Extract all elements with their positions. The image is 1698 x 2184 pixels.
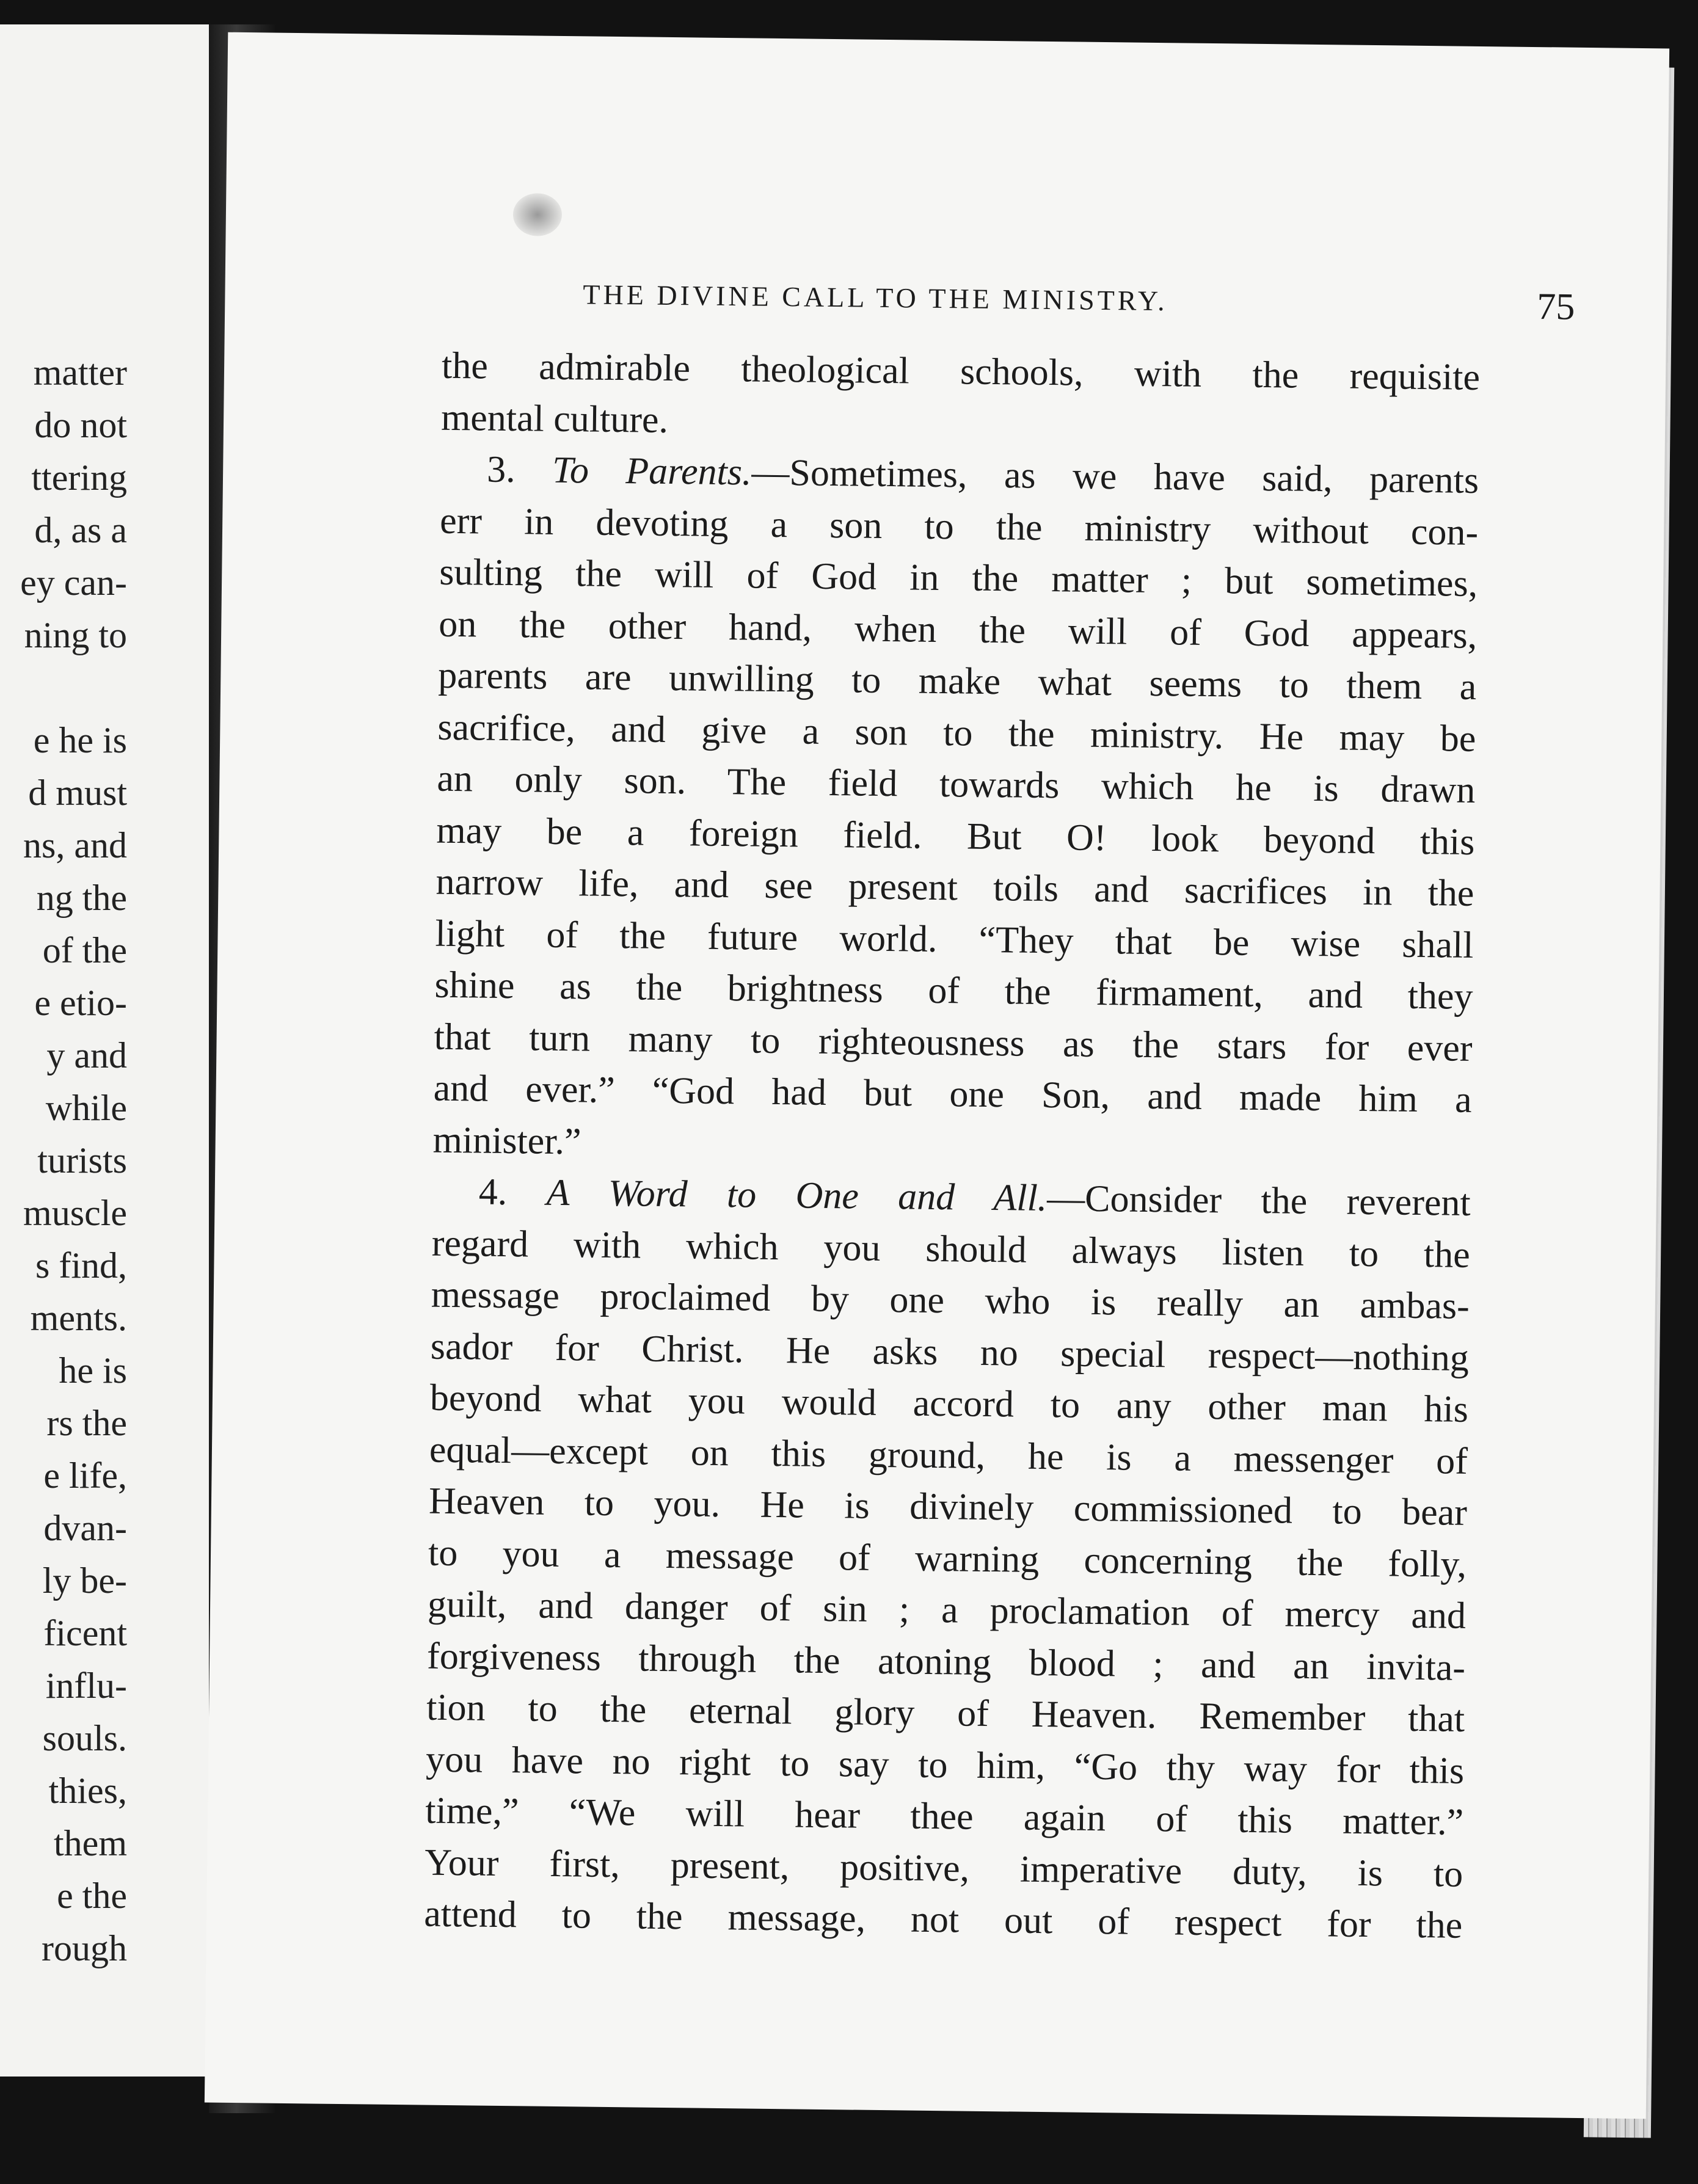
paragraph-number: 4. <box>478 1171 508 1214</box>
text-line: to you a message of warning concerning the folly, <box>428 1532 1467 1585</box>
left-line: e he is <box>33 720 127 760</box>
text-line: message proclaimed by one who is really an ambas- <box>431 1273 1470 1327</box>
left-line: dvan- <box>43 1508 127 1548</box>
paragraph-number: 3. <box>486 448 516 491</box>
text-line: and ever.” “God had but one Son, and made him a <box>433 1067 1472 1121</box>
ink-smudge <box>513 193 563 236</box>
left-line: muscle <box>23 1193 127 1233</box>
left-line: e etio- <box>34 983 127 1023</box>
text-line: minister.” <box>432 1119 581 1162</box>
text-line: tion to the eternal glory of Heaven. Remember that <box>426 1686 1465 1740</box>
text-run: —Consider the reverent <box>1046 1178 1471 1224</box>
text-run: —Sometimes, as we have said, parents <box>751 451 1479 501</box>
left-line: e life, <box>43 1455 127 1496</box>
text-line: narrow life, and see present toils and sacrifices in the <box>435 861 1474 914</box>
text-line: may be a foreign field. But O! look beyond this <box>436 809 1475 863</box>
left-line: of the <box>42 930 127 970</box>
left-line: rs the <box>46 1403 127 1443</box>
left-line: d must <box>28 773 127 813</box>
left-line: matter <box>33 352 127 393</box>
text-line: equal—except on this ground, he is a messenger of <box>429 1429 1468 1482</box>
section-heading: A Word to One and All. <box>546 1171 1048 1220</box>
text-line: err in devoting a son to the ministry without con- <box>439 500 1479 553</box>
right-page <box>205 32 1669 2119</box>
text-line: Your first, present, positive, imperative duty, is to <box>424 1841 1463 1895</box>
left-line: s find, <box>35 1245 127 1286</box>
text-line: Heaven to you. He is divinely commissioned to bear <box>428 1480 1468 1534</box>
text-line: an only son. The field towards which he is drawn <box>437 757 1476 811</box>
left-line: ttering <box>31 457 127 498</box>
left-line: ning to <box>24 615 127 655</box>
body-text <box>424 340 1481 1952</box>
left-line: ng the <box>36 878 127 918</box>
left-line: rough <box>42 1928 127 1968</box>
left-line: while <box>45 1088 127 1128</box>
text-line: guilt, and danger of sin ; a proclamation of mercy and <box>427 1583 1467 1637</box>
left-line: them <box>54 1823 127 1863</box>
text-line: time,” “We will hear thee again of this matter.” <box>424 1789 1464 1843</box>
text-line: that turn many to righteousness as the stars for ever <box>434 1016 1473 1069</box>
left-line: turists <box>37 1140 127 1181</box>
text-line: attend to the message, not out of respect for the <box>423 1893 1463 1946</box>
text-line: light of the future world. “They that be wise shall <box>435 912 1474 966</box>
left-line: ey can- <box>20 562 127 603</box>
left-line: ments. <box>30 1298 127 1338</box>
text-line: beyond what you would accord to any other man his <box>429 1377 1469 1430</box>
left-line: ly be- <box>42 1560 127 1601</box>
text-line: mental culture. <box>440 396 669 441</box>
text-line: sulting the will of God in the matter ; but sometimes, <box>439 551 1478 605</box>
left-line: souls. <box>42 1718 127 1758</box>
text-line: shine as the brightness of the firmament, and they <box>434 964 1473 1017</box>
left-line: ns, and <box>23 825 127 865</box>
text-line: sador for Christ. He asks no special respect—nothing <box>430 1325 1470 1379</box>
running-head: THE DIVINE CALL TO THE MINISTRY. <box>583 278 1168 317</box>
left-line: influ- <box>45 1665 127 1706</box>
left-line: he is <box>59 1350 127 1391</box>
text-line: on the other hand, when the will of God appears, <box>438 603 1478 657</box>
text-line: sacrifice, and give a son to the ministry. He may be <box>437 706 1476 760</box>
text-line: the admirable theological schools, with the requisite <box>441 344 1481 399</box>
text-line: you have no right to say to him, “Go thy way for this <box>425 1738 1465 1792</box>
text-line: regard with which you should always listen to the <box>431 1222 1471 1276</box>
left-line: d, as a <box>34 510 127 550</box>
text-line: forgiveness through the atoning blood ; and an invita- <box>426 1635 1466 1689</box>
left-line: thies, <box>48 1771 127 1811</box>
text-line: parents are unwilling to make what seems to them a <box>437 654 1477 708</box>
section-heading: To Parents. <box>552 449 752 493</box>
left-line: do not <box>34 405 127 445</box>
left-line: y and <box>46 1035 127 1076</box>
page-number: 75 <box>1536 286 1575 328</box>
left-line: e the <box>57 1876 127 1916</box>
left-line: ficent <box>43 1613 127 1653</box>
